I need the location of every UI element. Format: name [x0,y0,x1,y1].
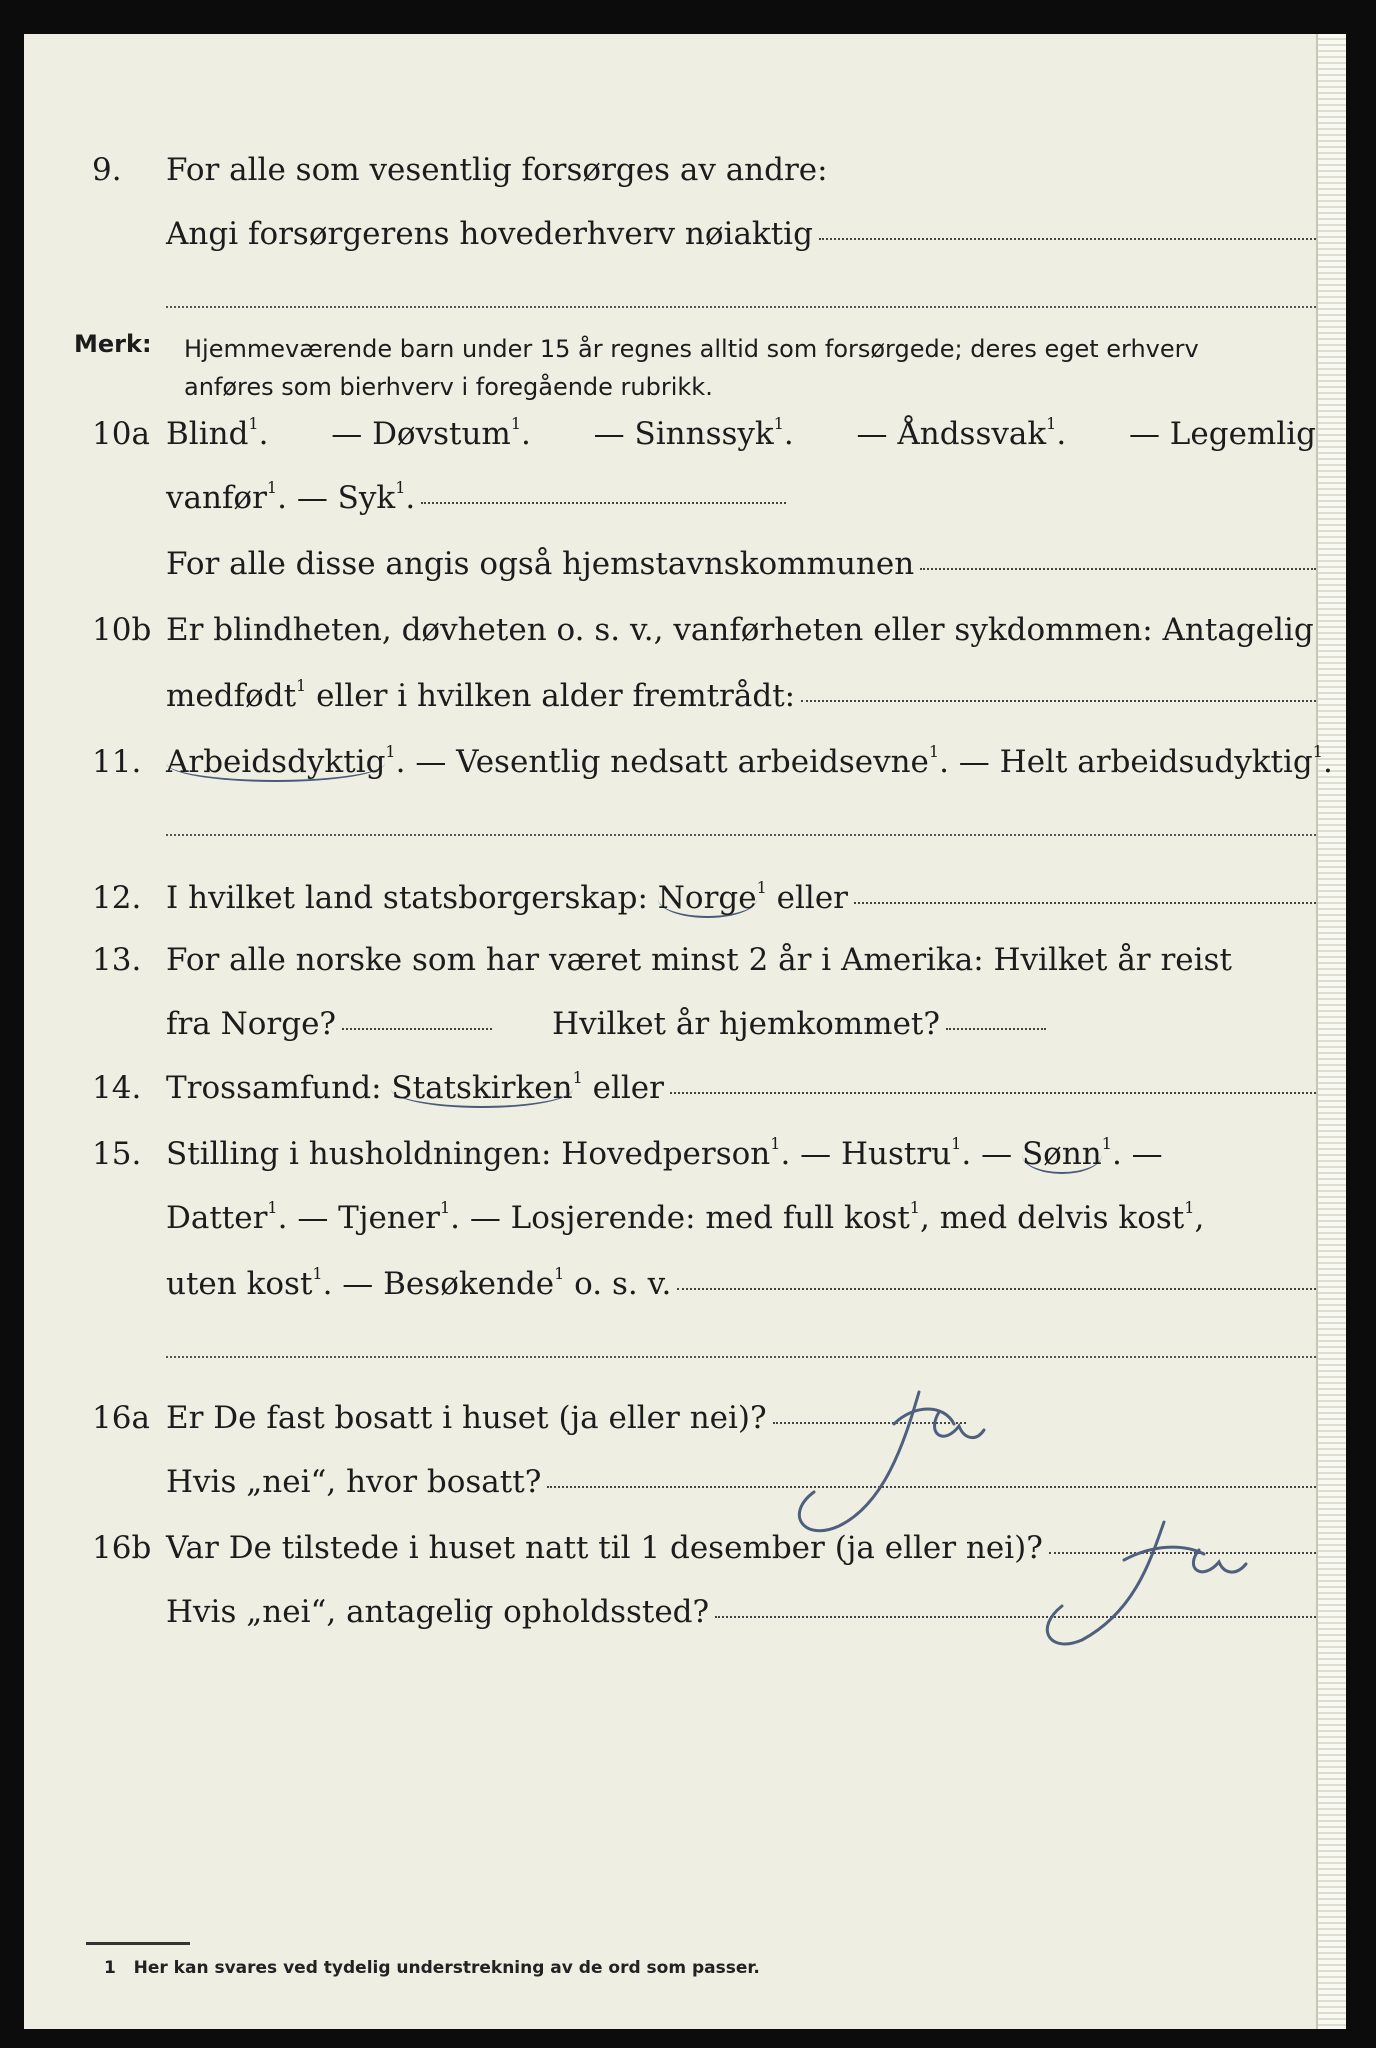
q16a-bosatt-field[interactable] [547,1486,1316,1488]
q10b-answer-field[interactable] [801,700,1316,702]
q13-line2: fra Norge? Hvilket år hjemkommet? [166,1006,1046,1042]
q16a-number: 16a [92,1400,150,1436]
q12-answer-field[interactable] [854,902,1316,904]
q16b-opholdssted-field[interactable] [715,1616,1316,1618]
q13-number: 13. [92,942,142,978]
q12-line: I hvilket land statsborgerskap: Norge$^1$ eller [166,880,1316,916]
q15-answer-line[interactable] [166,1356,1316,1358]
handwritten-ja-16b [1014,1502,1274,1662]
q10a-kommune-field[interactable] [920,568,1316,570]
q11-number: 11. [92,744,142,780]
q11-arbeidsdyktig-option[interactable]: Arbeidsdyktig [166,744,386,780]
q15-line1: Stilling i husholdningen: Hovedperson$^1$. — Hustru$^1$. — Sønn$^1$. — [166,1133,1163,1172]
q9-number: 9. [92,152,122,188]
form-page [24,34,1346,2029]
q16a-line2: Hvis „nei“, hvor bosatt? [166,1464,1316,1500]
q12-norge-option[interactable]: Norge [657,880,757,916]
q16a-answer-field[interactable] [773,1422,966,1424]
q15-line3: uten kost$^1$. — Besøkende$^1$ o. s. v. [166,1266,1316,1302]
q10a-syk-field[interactable] [421,502,786,504]
q11-answer-line[interactable] [166,834,1316,836]
q9-line1: For alle som vesentlig forsørges av andre: [166,152,828,188]
q14-line: Trossamfund: Statskirken$^1$ eller [166,1070,1316,1106]
q11-line: Arbeidsdyktig$^1$. — Vesentlig nedsatt arbeidsevne$^1$. — Helt arbeidsudyktig$^1$. [166,741,1333,780]
q13-hjemkommet-field[interactable] [946,1028,1046,1030]
torn-page-edge [1316,34,1346,2029]
q10a-number: 10a [92,416,150,452]
q10b-line1: Er blindheten, døvheten o. s. v., vanførheten eller sykdommen: Antagelig [166,612,1314,648]
q10a-line2: vanfør$^1$. — Syk$^1$. [166,480,786,516]
q10b-line2: medfødt$^1$ eller i hvilken alder fremtrådt: [166,678,1316,714]
q16b-answer-field[interactable] [1049,1552,1316,1554]
q9-line2: Angi forsørgerens hovederhverv nøiaktig [166,216,1316,252]
q15-number: 15. [92,1136,142,1172]
q15-sonn-option[interactable]: Sønn [1021,1136,1102,1172]
q10a-line1: Blind$^1$. — Døvstum$^1$. — Sinnssyk$^1$. — Åndssvak$^1$. — Legemlig [166,413,1316,452]
q9-answer-line2[interactable] [166,306,1316,308]
q15-line2: Datter$^1$. — Tjener$^1$. — Losjerende: med full kost$^1$, med delvis kost$^1$, [166,1197,1205,1236]
q12-number: 12. [92,880,142,916]
q13-reist-field[interactable] [342,1028,492,1030]
merk-text: Hjemmeværende barn under 15 år regnes alltid som forsørgede; deres eget erhverv anføres som bierhverv i foregående rubrikk. [184,335,1199,401]
q13-line1: For alle norske som har været minst 2 år i Amerika: Hvilket år reist [166,942,1232,978]
q10a-line3: For alle disse angis også hjemstavnskommunen [166,546,1316,582]
q16b-line2: Hvis „nei“, antagelig opholdssted? [166,1594,1316,1630]
q14-number: 14. [92,1070,142,1106]
q15-answer-field[interactable] [677,1288,1316,1290]
merk-label: Merk: [74,330,152,358]
footnote: 1 Her kan svares ved tydelig understrekning av de ord som passer. [104,1958,760,1978]
q14-answer-field[interactable] [670,1092,1316,1094]
q9-answer-field[interactable] [819,238,1316,240]
handwritten-ja-16a [744,1364,1004,1554]
q16b-number: 16b [92,1530,152,1566]
q14-statskirken-option[interactable]: Statskirken [391,1070,573,1106]
q16a-line1: Er De fast bosatt i huset (ja eller nei)? [166,1400,966,1436]
footnote-rule [86,1942,190,1945]
q10b-number: 10b [92,612,152,648]
q16b-line1: Var De tilstede i huset natt til 1 desember (ja eller nei)? [166,1530,1316,1566]
